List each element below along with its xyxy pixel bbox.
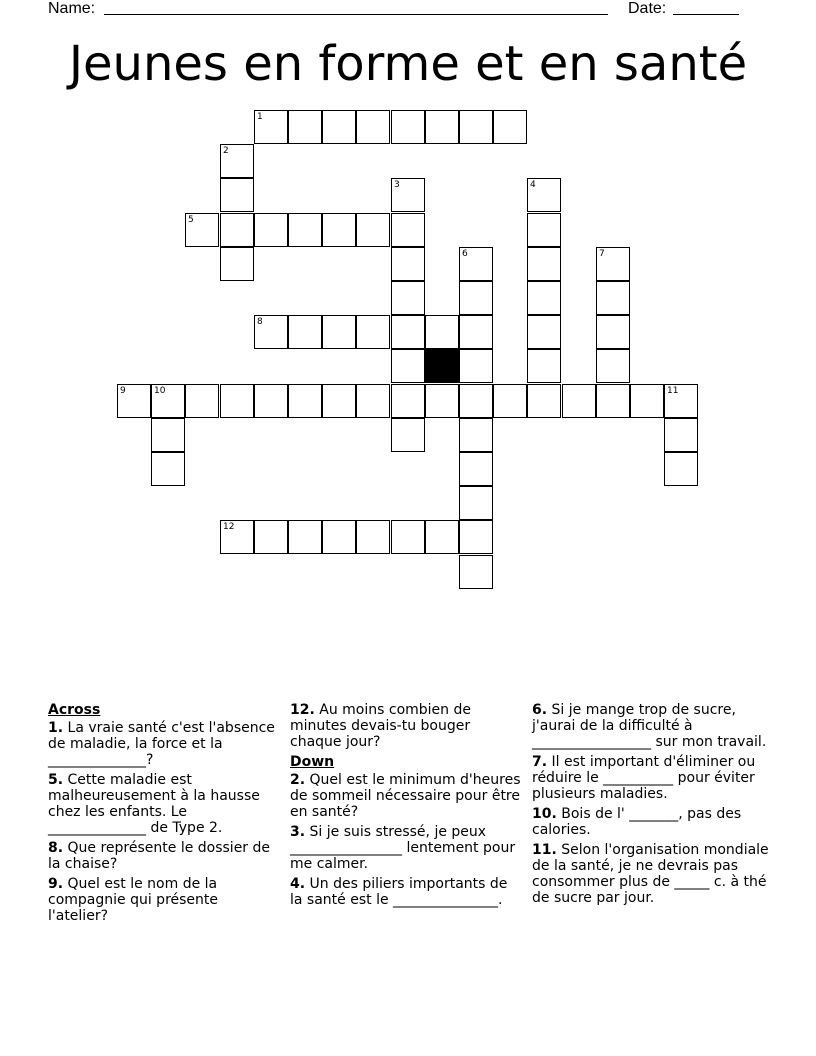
clue-item xyxy=(48,772,280,836)
crossword-cell[interactable] xyxy=(322,110,356,144)
clue-item xyxy=(290,876,522,908)
clue-number-label: 8. xyxy=(48,840,64,856)
crossword-cell[interactable] xyxy=(459,452,493,486)
crossword-cell[interactable] xyxy=(459,384,493,418)
clue-number: 3 xyxy=(394,180,400,190)
crossword-cell[interactable] xyxy=(151,384,185,418)
crossword-cell[interactable] xyxy=(254,213,288,247)
clue-item xyxy=(290,772,522,820)
crossword-cell[interactable] xyxy=(459,555,493,589)
crossword-cell[interactable] xyxy=(527,315,561,349)
crossword-cell[interactable] xyxy=(356,110,390,144)
crossword-cell[interactable] xyxy=(356,520,390,554)
crossword-cell[interactable] xyxy=(185,384,219,418)
page-title: Jeunes en forme et en santé xyxy=(68,36,748,92)
crossword-cell[interactable] xyxy=(391,213,425,247)
clue-number: 8 xyxy=(257,317,263,327)
clue-text: Quel est le minimum d'heures de sommeil nécessaire pour être en santé? xyxy=(290,772,521,820)
crossword-cell[interactable] xyxy=(527,281,561,315)
crossword-cell[interactable] xyxy=(527,247,561,281)
clue-number-label: 3. xyxy=(290,824,306,840)
crossword-cell[interactable] xyxy=(254,384,288,418)
clue-text: Quel est le nom de la compagnie qui présente l'atelier? xyxy=(48,876,219,924)
clue-text: Que représente le dossier de la chaise? xyxy=(48,840,271,872)
clue-text: La vraie santé c'est l'absence de maladie, la force et la ______________? xyxy=(48,720,275,768)
clue-number: 5 xyxy=(188,215,194,225)
clues-column-3 xyxy=(532,702,772,910)
crossword-cell[interactable] xyxy=(220,144,254,178)
clue-number-label: 10. xyxy=(532,806,557,822)
crossword-cell[interactable] xyxy=(596,349,630,383)
clue-number-label: 5. xyxy=(48,772,64,788)
clue-number: 2 xyxy=(223,146,229,156)
clue-number: 1 xyxy=(257,112,263,122)
clue-number: 6 xyxy=(462,249,468,259)
clue-number-label: 11. xyxy=(532,842,557,858)
crossword-cell[interactable] xyxy=(391,384,425,418)
clue-number: 4 xyxy=(530,180,536,190)
crossword-cell[interactable] xyxy=(562,384,596,418)
down-clue-list xyxy=(290,772,522,908)
crossword-cell[interactable] xyxy=(288,110,322,144)
crossword-cell[interactable] xyxy=(459,520,493,554)
crossword-cell[interactable] xyxy=(356,213,390,247)
down-clue-list-continued xyxy=(532,702,772,906)
crossword-cell[interactable] xyxy=(391,520,425,554)
clue-text: Si je mange trop de sucre, j'aurai de la difficulté à _________________ sur mon travail. xyxy=(532,702,767,750)
clue-number: 12 xyxy=(223,522,235,532)
crossword-cell[interactable] xyxy=(459,486,493,520)
crossword-cell[interactable] xyxy=(459,110,493,144)
crossword-cell[interactable] xyxy=(391,418,425,452)
clue-number-label: 12. xyxy=(290,702,315,718)
crossword-cell[interactable] xyxy=(459,418,493,452)
clue-item xyxy=(290,824,522,872)
across-clue-list xyxy=(48,720,280,924)
name-label: Name: xyxy=(48,0,96,17)
crossword-cell[interactable] xyxy=(185,213,219,247)
crossword-cell[interactable] xyxy=(322,384,356,418)
crossword-cell[interactable] xyxy=(391,110,425,144)
clue-item xyxy=(532,842,772,906)
crossword-cell[interactable] xyxy=(322,213,356,247)
crossword-cell[interactable] xyxy=(322,315,356,349)
across-clue-list-continued xyxy=(290,702,522,750)
clue-item xyxy=(290,702,522,750)
crossword-cell[interactable] xyxy=(527,349,561,383)
clue-number: 11 xyxy=(667,386,679,396)
crossword-cell[interactable] xyxy=(527,384,561,418)
clue-item xyxy=(532,806,772,838)
clues-column-1 xyxy=(48,702,280,928)
black-square xyxy=(425,349,459,383)
crossword-cell[interactable] xyxy=(425,110,459,144)
clue-number-label: 1. xyxy=(48,720,64,736)
crossword-cell[interactable] xyxy=(288,520,322,554)
clue-text: Un des piliers importants de la santé est le _______________. xyxy=(290,876,508,908)
crossword-cell[interactable] xyxy=(459,281,493,315)
crossword-cell[interactable] xyxy=(459,247,493,281)
clue-number: 7 xyxy=(599,249,605,259)
clue-text: Cette maladie est malheureusement à la hausse chez les enfants. Le ______________ de Type 2. xyxy=(48,772,260,836)
crossword-cell[interactable] xyxy=(151,452,185,486)
crossword-cell[interactable] xyxy=(391,349,425,383)
clue-number-label: 7. xyxy=(532,754,548,770)
clue-text: Si je suis stressé, je peux ________________ lentement pour me calmer. xyxy=(290,824,516,872)
crossword-cell[interactable] xyxy=(288,213,322,247)
crossword-cell[interactable] xyxy=(220,384,254,418)
crossword-cell[interactable] xyxy=(117,384,151,418)
crossword-cell[interactable] xyxy=(288,384,322,418)
crossword-cell[interactable] xyxy=(664,384,698,418)
clue-text: Il est important d'éliminer ou réduire le __________ pour éviter plusieurs maladies. xyxy=(532,754,756,802)
crossword-cell[interactable] xyxy=(527,178,561,212)
crossword-cell[interactable] xyxy=(664,452,698,486)
crossword-cell[interactable] xyxy=(630,384,664,418)
clue-number-label: 2. xyxy=(290,772,306,788)
crossword-cell[interactable] xyxy=(493,110,527,144)
clues-column-2 xyxy=(290,702,522,912)
crossword-cell[interactable] xyxy=(425,520,459,554)
clue-item xyxy=(532,754,772,802)
clue-item xyxy=(48,720,280,768)
crossword-cell[interactable] xyxy=(459,315,493,349)
clue-text: Bois de l' _______, pas des calories. xyxy=(532,806,742,838)
clue-number-label: 9. xyxy=(48,876,64,892)
crossword-cell[interactable] xyxy=(596,247,630,281)
clue-item xyxy=(48,840,280,872)
crossword-cell[interactable] xyxy=(527,213,561,247)
crossword-cell[interactable] xyxy=(220,213,254,247)
clue-text: Au moins combien de minutes devais-tu bouger chaque jour? xyxy=(290,702,471,750)
crossword-cell[interactable] xyxy=(254,110,288,144)
date-label: Date: xyxy=(628,0,667,17)
crossword-cell[interactable] xyxy=(425,384,459,418)
crossword-cell[interactable] xyxy=(356,384,390,418)
clue-item xyxy=(532,702,772,750)
crossword-cell[interactable] xyxy=(220,178,254,212)
crossword-cell[interactable] xyxy=(220,247,254,281)
crossword-cell[interactable] xyxy=(391,281,425,315)
crossword-cell[interactable] xyxy=(254,315,288,349)
crossword-cell[interactable] xyxy=(151,418,185,452)
crossword-cell[interactable] xyxy=(391,247,425,281)
crossword-cell[interactable] xyxy=(493,384,527,418)
clue-item xyxy=(48,876,280,924)
clue-number: 9 xyxy=(120,386,126,396)
across-heading: Across xyxy=(48,702,101,718)
clue-text: Selon l'organisation mondiale de la santé, je ne devrais pas consommer plus de _____ c. à thé de sucre par jour. xyxy=(532,842,769,906)
clue-number-label: 6. xyxy=(532,702,548,718)
crossword-cell[interactable] xyxy=(425,315,459,349)
down-heading: Down xyxy=(290,754,335,770)
clue-number-label: 4. xyxy=(290,876,306,892)
crossword-cell[interactable] xyxy=(322,520,356,554)
clue-number: 10 xyxy=(154,386,166,396)
crossword-cell[interactable] xyxy=(391,178,425,212)
crossword-cell[interactable] xyxy=(459,349,493,383)
crossword-cell[interactable] xyxy=(596,384,630,418)
crossword-cell[interactable] xyxy=(664,418,698,452)
crossword-cell[interactable] xyxy=(254,520,288,554)
crossword-cell[interactable] xyxy=(596,281,630,315)
crossword-cell[interactable] xyxy=(288,315,322,349)
crossword-cell[interactable] xyxy=(220,520,254,554)
crossword-cell[interactable] xyxy=(596,315,630,349)
crossword-cell[interactable] xyxy=(356,315,390,349)
crossword-cell[interactable] xyxy=(391,315,425,349)
